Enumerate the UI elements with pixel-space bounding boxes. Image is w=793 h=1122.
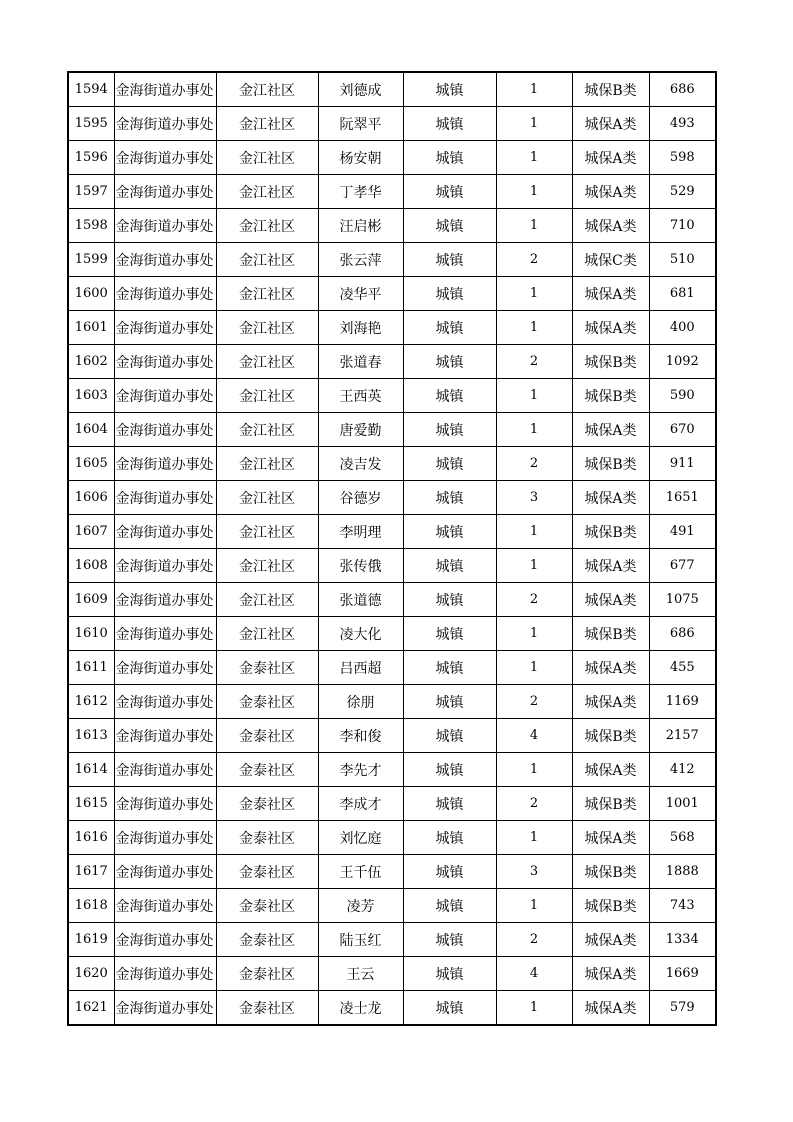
- cell-amount: 590: [649, 379, 716, 413]
- cell-household-size: 1: [496, 515, 572, 549]
- cell-community: 金江社区: [216, 175, 318, 209]
- document-page: [67, 71, 717, 1026]
- cell-insurance-category: 城保A类: [572, 141, 649, 175]
- cell-area-type: 城镇: [403, 175, 496, 209]
- cell-amount: 1001: [649, 787, 716, 821]
- cell-office: 金海街道办事处: [114, 617, 216, 651]
- cell-community: 金江社区: [216, 583, 318, 617]
- cell-serial-number: 1602: [68, 345, 114, 379]
- table-row: [68, 719, 716, 753]
- table-row: [68, 72, 716, 107]
- cell-insurance-category: 城保B类: [572, 515, 649, 549]
- cell-area-type: 城镇: [403, 651, 496, 685]
- cell-name: 凌芳: [318, 889, 403, 923]
- cell-community: 金江社区: [216, 413, 318, 447]
- cell-amount: 579: [649, 991, 716, 1026]
- cell-office: 金海街道办事处: [114, 447, 216, 481]
- records-table: [67, 71, 717, 1026]
- cell-amount: 2157: [649, 719, 716, 753]
- table-row: [68, 243, 716, 277]
- cell-office: 金海街道办事处: [114, 821, 216, 855]
- cell-area-type: 城镇: [403, 583, 496, 617]
- cell-area-type: 城镇: [403, 447, 496, 481]
- cell-serial-number: 1618: [68, 889, 114, 923]
- cell-amount: 677: [649, 549, 716, 583]
- cell-household-size: 1: [496, 175, 572, 209]
- cell-amount: 491: [649, 515, 716, 549]
- cell-amount: 1669: [649, 957, 716, 991]
- table-row: [68, 481, 716, 515]
- cell-amount: 412: [649, 753, 716, 787]
- cell-office: 金海街道办事处: [114, 481, 216, 515]
- cell-household-size: 1: [496, 141, 572, 175]
- cell-amount: 670: [649, 413, 716, 447]
- cell-community: 金江社区: [216, 209, 318, 243]
- table-row: [68, 923, 716, 957]
- cell-community: 金江社区: [216, 447, 318, 481]
- cell-serial-number: 1603: [68, 379, 114, 413]
- cell-household-size: 2: [496, 583, 572, 617]
- cell-insurance-category: 城保A类: [572, 549, 649, 583]
- cell-insurance-category: 城保B类: [572, 719, 649, 753]
- cell-area-type: 城镇: [403, 141, 496, 175]
- cell-area-type: 城镇: [403, 277, 496, 311]
- cell-office: 金海街道办事处: [114, 923, 216, 957]
- cell-amount: 455: [649, 651, 716, 685]
- cell-insurance-category: 城保A类: [572, 481, 649, 515]
- cell-household-size: 2: [496, 447, 572, 481]
- cell-area-type: 城镇: [403, 991, 496, 1026]
- cell-area-type: 城镇: [403, 413, 496, 447]
- cell-amount: 1334: [649, 923, 716, 957]
- cell-area-type: 城镇: [403, 515, 496, 549]
- cell-name: 李成才: [318, 787, 403, 821]
- cell-household-size: 1: [496, 209, 572, 243]
- cell-serial-number: 1608: [68, 549, 114, 583]
- cell-amount: 911: [649, 447, 716, 481]
- cell-area-type: 城镇: [403, 72, 496, 107]
- cell-amount: 710: [649, 209, 716, 243]
- cell-area-type: 城镇: [403, 549, 496, 583]
- cell-office: 金海街道办事处: [114, 515, 216, 549]
- cell-community: 金泰社区: [216, 787, 318, 821]
- cell-household-size: 1: [496, 821, 572, 855]
- cell-community: 金江社区: [216, 549, 318, 583]
- cell-name: 王千伍: [318, 855, 403, 889]
- table-row: [68, 889, 716, 923]
- cell-community: 金泰社区: [216, 651, 318, 685]
- cell-household-size: 2: [496, 243, 572, 277]
- cell-insurance-category: 城保B类: [572, 617, 649, 651]
- cell-name: 阮翠平: [318, 107, 403, 141]
- table-row: [68, 413, 716, 447]
- cell-serial-number: 1598: [68, 209, 114, 243]
- table-row: [68, 787, 716, 821]
- cell-household-size: 1: [496, 549, 572, 583]
- cell-community: 金江社区: [216, 617, 318, 651]
- cell-community: 金泰社区: [216, 923, 318, 957]
- cell-insurance-category: 城保A类: [572, 685, 649, 719]
- cell-name: 张传俄: [318, 549, 403, 583]
- table-row: [68, 855, 716, 889]
- cell-community: 金江社区: [216, 72, 318, 107]
- cell-area-type: 城镇: [403, 209, 496, 243]
- cell-office: 金海街道办事处: [114, 685, 216, 719]
- cell-household-size: 1: [496, 72, 572, 107]
- cell-insurance-category: 城保A类: [572, 753, 649, 787]
- cell-amount: 686: [649, 72, 716, 107]
- table-row: [68, 107, 716, 141]
- cell-name: 丁孝华: [318, 175, 403, 209]
- cell-amount: 510: [649, 243, 716, 277]
- cell-serial-number: 1601: [68, 311, 114, 345]
- cell-household-size: 1: [496, 277, 572, 311]
- cell-name: 徐朋: [318, 685, 403, 719]
- table-row: [68, 549, 716, 583]
- cell-amount: 1169: [649, 685, 716, 719]
- cell-insurance-category: 城保A类: [572, 651, 649, 685]
- cell-area-type: 城镇: [403, 889, 496, 923]
- cell-office: 金海街道办事处: [114, 719, 216, 753]
- cell-household-size: 2: [496, 787, 572, 821]
- cell-serial-number: 1596: [68, 141, 114, 175]
- table-row: [68, 753, 716, 787]
- cell-area-type: 城镇: [403, 685, 496, 719]
- cell-name: 王云: [318, 957, 403, 991]
- cell-serial-number: 1607: [68, 515, 114, 549]
- cell-community: 金泰社区: [216, 957, 318, 991]
- cell-area-type: 城镇: [403, 107, 496, 141]
- cell-amount: 493: [649, 107, 716, 141]
- cell-office: 金海街道办事处: [114, 277, 216, 311]
- cell-community: 金泰社区: [216, 889, 318, 923]
- cell-serial-number: 1615: [68, 787, 114, 821]
- cell-area-type: 城镇: [403, 821, 496, 855]
- cell-serial-number: 1616: [68, 821, 114, 855]
- cell-serial-number: 1621: [68, 991, 114, 1026]
- cell-household-size: 3: [496, 481, 572, 515]
- cell-office: 金海街道办事处: [114, 549, 216, 583]
- cell-name: 王西英: [318, 379, 403, 413]
- cell-insurance-category: 城保B类: [572, 855, 649, 889]
- cell-serial-number: 1597: [68, 175, 114, 209]
- table-row: [68, 991, 716, 1026]
- cell-office: 金海街道办事处: [114, 209, 216, 243]
- cell-amount: 681: [649, 277, 716, 311]
- cell-community: 金江社区: [216, 311, 318, 345]
- cell-amount: 1651: [649, 481, 716, 515]
- cell-household-size: 1: [496, 379, 572, 413]
- cell-office: 金海街道办事处: [114, 141, 216, 175]
- table-row: [68, 447, 716, 481]
- cell-serial-number: 1609: [68, 583, 114, 617]
- cell-name: 凌大化: [318, 617, 403, 651]
- cell-household-size: 2: [496, 345, 572, 379]
- cell-insurance-category: 城保A类: [572, 413, 649, 447]
- cell-office: 金海街道办事处: [114, 957, 216, 991]
- cell-name: 汪启彬: [318, 209, 403, 243]
- cell-office: 金海街道办事处: [114, 991, 216, 1026]
- cell-community: 金江社区: [216, 379, 318, 413]
- cell-name: 吕西超: [318, 651, 403, 685]
- cell-name: 凌华平: [318, 277, 403, 311]
- cell-serial-number: 1620: [68, 957, 114, 991]
- cell-office: 金海街道办事处: [114, 379, 216, 413]
- cell-community: 金江社区: [216, 345, 318, 379]
- cell-name: 李和俊: [318, 719, 403, 753]
- cell-amount: 568: [649, 821, 716, 855]
- cell-community: 金泰社区: [216, 753, 318, 787]
- cell-office: 金海街道办事处: [114, 855, 216, 889]
- cell-name: 李先才: [318, 753, 403, 787]
- cell-area-type: 城镇: [403, 345, 496, 379]
- cell-office: 金海街道办事处: [114, 345, 216, 379]
- table-row: [68, 651, 716, 685]
- cell-area-type: 城镇: [403, 617, 496, 651]
- cell-area-type: 城镇: [403, 753, 496, 787]
- cell-insurance-category: 城保A类: [572, 277, 649, 311]
- cell-serial-number: 1617: [68, 855, 114, 889]
- cell-name: 刘德成: [318, 72, 403, 107]
- cell-insurance-category: 城保A类: [572, 957, 649, 991]
- table-row: [68, 957, 716, 991]
- cell-serial-number: 1606: [68, 481, 114, 515]
- cell-household-size: 1: [496, 651, 572, 685]
- cell-insurance-category: 城保B类: [572, 447, 649, 481]
- table-body: [68, 72, 716, 1025]
- cell-name: 张云萍: [318, 243, 403, 277]
- cell-insurance-category: 城保B类: [572, 889, 649, 923]
- table-row: [68, 515, 716, 549]
- cell-community: 金江社区: [216, 107, 318, 141]
- cell-office: 金海街道办事处: [114, 787, 216, 821]
- cell-household-size: 1: [496, 753, 572, 787]
- cell-community: 金泰社区: [216, 719, 318, 753]
- table-row: [68, 379, 716, 413]
- cell-office: 金海街道办事处: [114, 107, 216, 141]
- cell-household-size: 1: [496, 107, 572, 141]
- cell-household-size: 4: [496, 719, 572, 753]
- table-row: [68, 311, 716, 345]
- cell-insurance-category: 城保B类: [572, 379, 649, 413]
- cell-insurance-category: 城保A类: [572, 821, 649, 855]
- cell-household-size: 2: [496, 685, 572, 719]
- cell-insurance-category: 城保A类: [572, 175, 649, 209]
- cell-insurance-category: 城保B类: [572, 72, 649, 107]
- cell-household-size: 2: [496, 923, 572, 957]
- cell-community: 金泰社区: [216, 821, 318, 855]
- cell-insurance-category: 城保A类: [572, 991, 649, 1026]
- cell-area-type: 城镇: [403, 719, 496, 753]
- table-row: [68, 209, 716, 243]
- cell-office: 金海街道办事处: [114, 243, 216, 277]
- cell-office: 金海街道办事处: [114, 753, 216, 787]
- cell-household-size: 3: [496, 855, 572, 889]
- cell-name: 刘海艳: [318, 311, 403, 345]
- cell-name: 张道德: [318, 583, 403, 617]
- cell-office: 金海街道办事处: [114, 72, 216, 107]
- table-row: [68, 583, 716, 617]
- cell-insurance-category: 城保B类: [572, 787, 649, 821]
- cell-serial-number: 1614: [68, 753, 114, 787]
- cell-amount: 598: [649, 141, 716, 175]
- cell-serial-number: 1605: [68, 447, 114, 481]
- cell-office: 金海街道办事处: [114, 889, 216, 923]
- cell-insurance-category: 城保A类: [572, 923, 649, 957]
- cell-insurance-category: 城保A类: [572, 311, 649, 345]
- cell-area-type: 城镇: [403, 243, 496, 277]
- cell-amount: 529: [649, 175, 716, 209]
- cell-name: 谷德岁: [318, 481, 403, 515]
- cell-community: 金江社区: [216, 243, 318, 277]
- table-row: [68, 277, 716, 311]
- cell-serial-number: 1619: [68, 923, 114, 957]
- cell-serial-number: 1604: [68, 413, 114, 447]
- cell-insurance-category: 城保C类: [572, 243, 649, 277]
- cell-amount: 1075: [649, 583, 716, 617]
- table-row: [68, 617, 716, 651]
- cell-community: 金江社区: [216, 141, 318, 175]
- cell-household-size: 1: [496, 413, 572, 447]
- cell-serial-number: 1599: [68, 243, 114, 277]
- table-row: [68, 141, 716, 175]
- cell-insurance-category: 城保B类: [572, 345, 649, 379]
- cell-area-type: 城镇: [403, 481, 496, 515]
- cell-amount: 1092: [649, 345, 716, 379]
- cell-serial-number: 1594: [68, 72, 114, 107]
- cell-office: 金海街道办事处: [114, 413, 216, 447]
- cell-amount: 400: [649, 311, 716, 345]
- cell-serial-number: 1611: [68, 651, 114, 685]
- cell-community: 金泰社区: [216, 991, 318, 1026]
- table-row: [68, 345, 716, 379]
- cell-insurance-category: 城保A类: [572, 583, 649, 617]
- cell-name: 陆玉红: [318, 923, 403, 957]
- cell-community: 金江社区: [216, 277, 318, 311]
- cell-serial-number: 1600: [68, 277, 114, 311]
- cell-amount: 1888: [649, 855, 716, 889]
- cell-name: 杨安朝: [318, 141, 403, 175]
- cell-name: 李明理: [318, 515, 403, 549]
- cell-amount: 743: [649, 889, 716, 923]
- cell-household-size: 1: [496, 889, 572, 923]
- cell-community: 金江社区: [216, 515, 318, 549]
- cell-community: 金江社区: [216, 481, 318, 515]
- cell-area-type: 城镇: [403, 957, 496, 991]
- cell-area-type: 城镇: [403, 311, 496, 345]
- cell-serial-number: 1595: [68, 107, 114, 141]
- cell-insurance-category: 城保A类: [572, 209, 649, 243]
- cell-serial-number: 1610: [68, 617, 114, 651]
- cell-area-type: 城镇: [403, 787, 496, 821]
- cell-household-size: 1: [496, 617, 572, 651]
- cell-name: 唐爱勤: [318, 413, 403, 447]
- cell-serial-number: 1613: [68, 719, 114, 753]
- table-row: [68, 175, 716, 209]
- cell-amount: 686: [649, 617, 716, 651]
- cell-community: 金泰社区: [216, 685, 318, 719]
- cell-area-type: 城镇: [403, 923, 496, 957]
- cell-insurance-category: 城保A类: [572, 107, 649, 141]
- cell-office: 金海街道办事处: [114, 311, 216, 345]
- cell-office: 金海街道办事处: [114, 583, 216, 617]
- cell-household-size: 1: [496, 991, 572, 1026]
- cell-office: 金海街道办事处: [114, 175, 216, 209]
- cell-area-type: 城镇: [403, 855, 496, 889]
- cell-name: 张道春: [318, 345, 403, 379]
- cell-household-size: 4: [496, 957, 572, 991]
- table-row: [68, 685, 716, 719]
- cell-name: 凌吉发: [318, 447, 403, 481]
- cell-area-type: 城镇: [403, 379, 496, 413]
- cell-name: 刘忆庭: [318, 821, 403, 855]
- cell-office: 金海街道办事处: [114, 651, 216, 685]
- cell-community: 金泰社区: [216, 855, 318, 889]
- cell-name: 凌士龙: [318, 991, 403, 1026]
- table-row: [68, 821, 716, 855]
- cell-serial-number: 1612: [68, 685, 114, 719]
- cell-household-size: 1: [496, 311, 572, 345]
